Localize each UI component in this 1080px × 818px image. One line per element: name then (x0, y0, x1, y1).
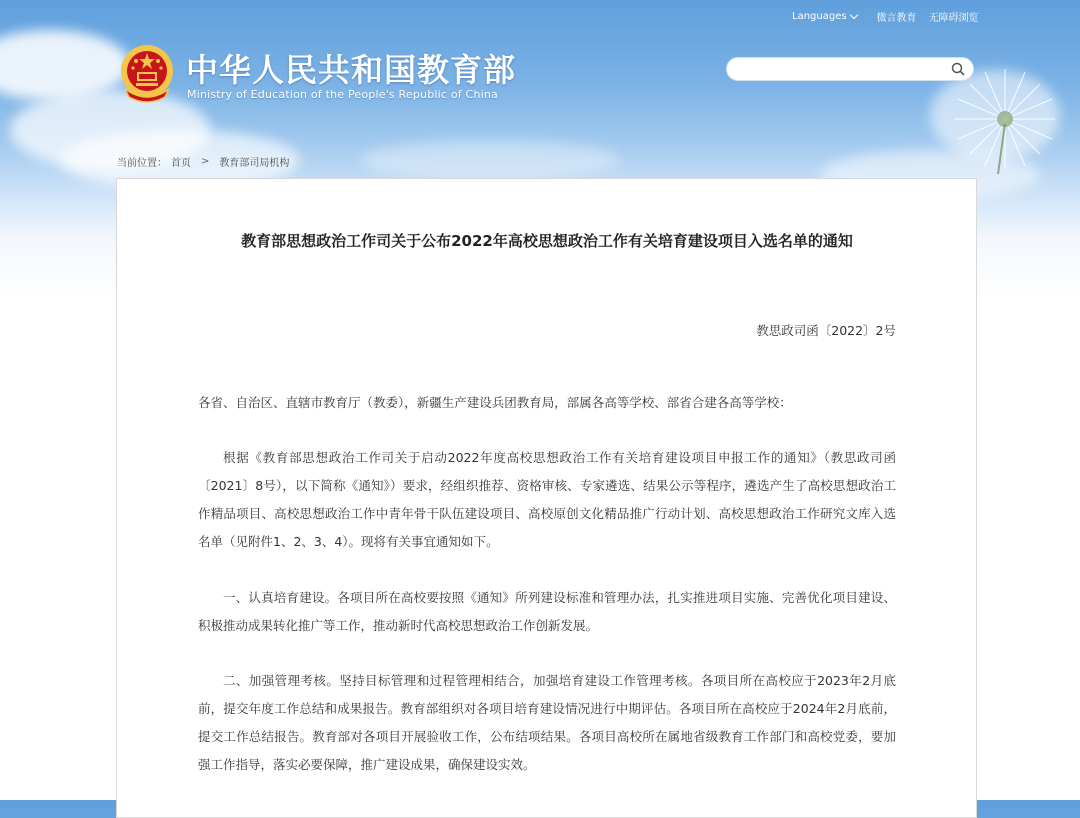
paragraph: 二、加强管理考核。坚持目标管理和过程管理相结合，加强培育建设工作管理考核。各项目所在高校应于2023年2月底前，提交年度工作总结和成果报告。教育部组织对各项目培育建设情况进行中期评估。各项目所在高校应于2024年2月底前，提交工作总结报告。教育部对各项目开展验收工作，公布结项结果。各项目高校所在属地省级教育工作部门和高校党委，要加强工作指导，落实必要保障，推广建设成果，确保建设实效。 (198, 673, 896, 772)
breadcrumb-label: 当前位置： (117, 158, 167, 169)
site-subtitle: Ministry of Education of the People's Republic of China (187, 88, 498, 101)
site-header (0, 0, 1080, 150)
document-number: 教思政司函〔2022〕2号 (756, 323, 896, 338)
search-input[interactable] (737, 61, 946, 79)
languages-label: Languages (792, 11, 847, 22)
paragraph: 根据《教育部思想政治工作司关于启动2022年度高校思想政治工作有关培育建设项目申报工作的通知》（教思政司函〔2021〕8号），以下简称《通知》）要求，经组织推荐、资格审核、专家遴选、结果公示等程序，遴选产生了高校思想政治工作精品项目、高校思想政治工作中青年骨干队伍建设项目、高校原创文化精品推广行动计划、高校思想政治工作研究文库入选名单（见附件1、2、3、4）。现将有关事宜通知如下。 (198, 450, 896, 549)
paragraph: 一、认真培育建设。各项目所在高校要按照《通知》所列建设标准和管理办法，扎实推进项目实施、完善优化项目建设、积极推动成果转化推广等工作，推动新时代高校思想政治工作创新发展。 (198, 590, 896, 633)
breadcrumb (117, 154, 289, 169)
search-icon[interactable] (951, 62, 965, 76)
breadcrumb-current-link[interactable]: 教育部司局机构 (219, 158, 290, 169)
salutation: 各省、自治区、直辖市教育厅（教委），新疆生产建设兵团教育局，部属各高等学校、部省合建各高等学校： (198, 395, 792, 410)
accessibility-link[interactable]: 无障碍浏览 (928, 13, 979, 24)
top-links (792, 9, 979, 24)
languages-menu[interactable] (792, 11, 857, 22)
chevron-down-icon (849, 11, 857, 19)
article-title: 教育部思想政治工作司关于公布2022年高校思想政治工作有关培育建设项目入选名单的通知 (241, 232, 853, 250)
search-box (726, 57, 974, 81)
national-emblem-icon[interactable] (119, 43, 175, 103)
breadcrumb-home-link[interactable]: 首页 (171, 158, 191, 169)
site-title[interactable]: 中华人民共和国教育部 (186, 51, 517, 89)
breadcrumb-separator: > (201, 156, 210, 167)
weiyan-link[interactable]: 微言教育 (876, 13, 917, 24)
